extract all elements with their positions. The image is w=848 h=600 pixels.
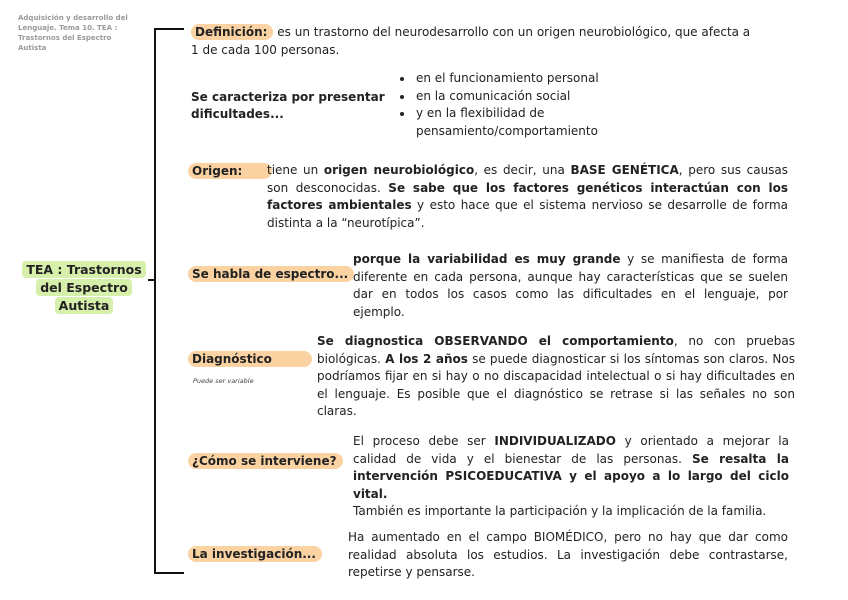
list-item: • y en la flexibilidad de pensamiento/comportamiento [414,105,629,140]
caracteriza-label [191,89,386,123]
espectro-text: porque la variabilidad es muy grande y se manifiesta de forma diferente en cada persona, aunque hay características que se suelen dar en todos los casos como las dificultades en el lenguaje, por ejemplo. [353,252,789,319]
list-item: • en la comunicación social [414,88,629,106]
caracteriza-list [400,70,629,140]
espectro-label-text: Se habla de espectro... [188,266,354,282]
investigacion-label [188,546,322,563]
definicion-label: Definición: [191,24,273,40]
caracteriza-label-text: Se caracteriza por presentar dificultades... [191,90,385,121]
brace-bracket [154,28,184,574]
espectro-label [188,266,354,283]
origen-text: tiene un origen neurobiológico, es decir, una BASE GENÉTICA, pero sus causas son desconocidas. Se sabe que los factores genéticos interactúan con los factores ambientales y esto hace que el sistema nervioso se desarrolle de forma distinta a la “neurotípica”. [267,163,789,230]
diagnostico-sublabel: Puede ser variable [193,377,254,385]
diagnostico-label-text: Diagnóstico [188,351,312,367]
investigacion-text: Ha aumentado en el campo BIOMÉDICO, pero no hay que dar como realidad absoluta los estudios. La investigación debe contrastarse, repetirse y pensarse. [348,530,788,579]
interviene-label-text: ¿Cómo se interviene? [188,453,343,469]
definicion-block [191,24,761,59]
diagnostico-text: Se diagnostica OBSERVANDO el comportamiento, no con pruebas biológicas. A los 2 años se puede diagnosticar si los síntomas son claros. Nos podríamos fijar en si hay o no discapacidad intelectual o si hay dificultades en el lenguaje. Es posible que el diagnóstico se retrase si las señales no son claras. [317,334,795,418]
diagnostico-label [188,351,312,368]
interviene-text: El proceso debe ser INDIVIDUALIZADO y orientado a mejorar la calidad de vida y el bienestar de las personas. Se resalta la intervención PSICOEDUCATIVA y el apoyo a lo largo del ciclo vital. También es importante la participación y la implicación de la familia. [353,434,789,518]
origen-label [188,163,272,180]
document-header: Adquisición y desarrollo del Lenguaje. Tema 10. TEA : Trastornos del Espectro Autista [18,14,128,52]
definicion-text: es un trastorno del neurodesarrollo con un origen neurobiológico, que afecta a 1 de cada 100 personas. [191,25,751,57]
main-title-text: TEA : Trastornos del Espectro Autista [22,261,145,314]
interviene-label [188,453,343,470]
origen-label-text: Origen: [188,163,272,179]
investigacion-label-text: La investigación... [188,546,322,562]
main-title [14,261,154,315]
list-item: • en el funcionamiento personal [414,70,629,88]
